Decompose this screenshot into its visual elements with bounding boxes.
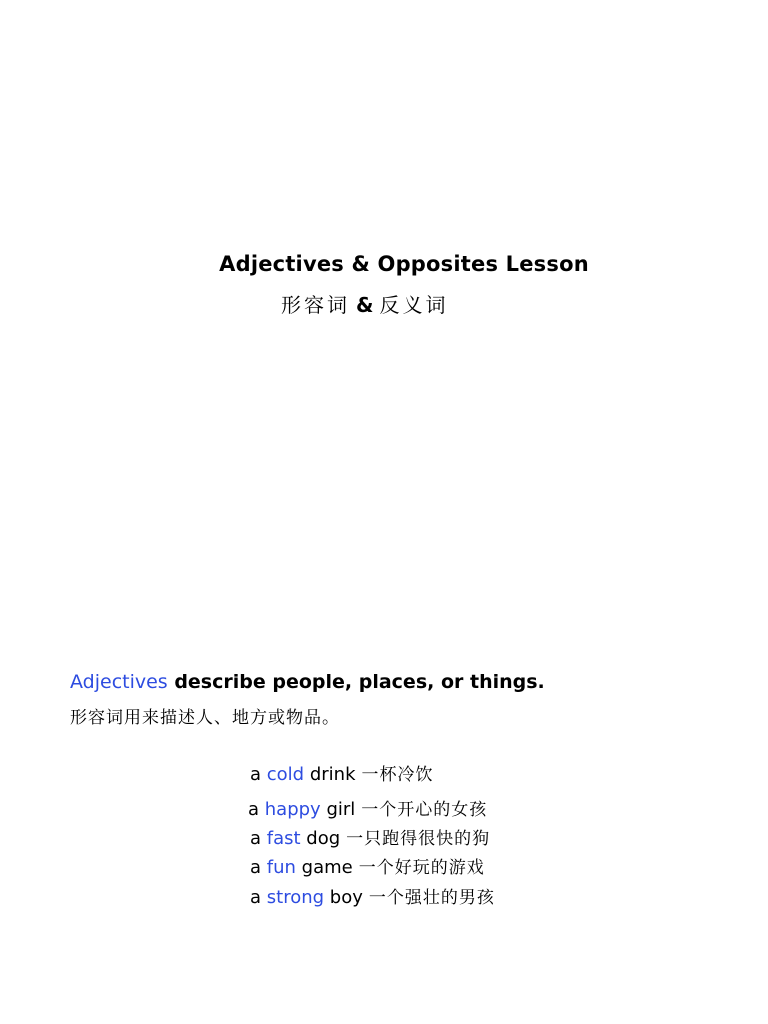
example-article: a bbox=[250, 887, 267, 908]
example-noun: boy bbox=[324, 887, 363, 908]
example-adjective: happy bbox=[264, 799, 321, 820]
example-article: a bbox=[250, 857, 267, 878]
intro-rest: describe people, places, or things. bbox=[167, 671, 545, 693]
example-article: a bbox=[248, 799, 265, 820]
title-cn-ampersand: & bbox=[356, 293, 374, 317]
example-adjective: cold bbox=[266, 764, 305, 785]
example-translation: 一个开心的女孩 bbox=[361, 800, 488, 820]
intro-highlight-word: Adjectives bbox=[70, 671, 168, 693]
example-noun: girl bbox=[320, 799, 356, 820]
lesson-title: Adjectives & Opposites Lesson bbox=[219, 252, 589, 276]
intro-sentence-chinese: 形容词用来描述人、地方或物品。 bbox=[70, 708, 340, 728]
title-cn-opposites: 反义词 bbox=[379, 293, 449, 317]
lesson-title-chinese bbox=[281, 289, 448, 318]
title-cn-adjectives: 形容词 bbox=[281, 293, 350, 317]
example-phrase bbox=[250, 883, 495, 908]
example-noun: game bbox=[295, 857, 353, 878]
intro-sentence bbox=[70, 671, 545, 693]
example-article: a bbox=[250, 828, 267, 849]
example-adjective: strong bbox=[266, 887, 325, 908]
example-phrase bbox=[250, 853, 485, 878]
example-translation: 一杯冷饮 bbox=[361, 765, 434, 785]
example-adjective: fast bbox=[266, 828, 301, 849]
example-adjective: fun bbox=[266, 857, 296, 878]
example-article: a bbox=[250, 764, 267, 785]
example-translation: 一个好玩的游戏 bbox=[358, 858, 485, 878]
example-noun: dog bbox=[300, 828, 341, 849]
example-phrase bbox=[248, 795, 487, 820]
example-phrase bbox=[250, 824, 490, 849]
example-translation: 一个强壮的男孩 bbox=[368, 888, 495, 908]
example-noun: drink bbox=[304, 764, 356, 785]
example-phrase bbox=[250, 760, 434, 785]
example-translation: 一只跑得很快的狗 bbox=[346, 829, 491, 849]
